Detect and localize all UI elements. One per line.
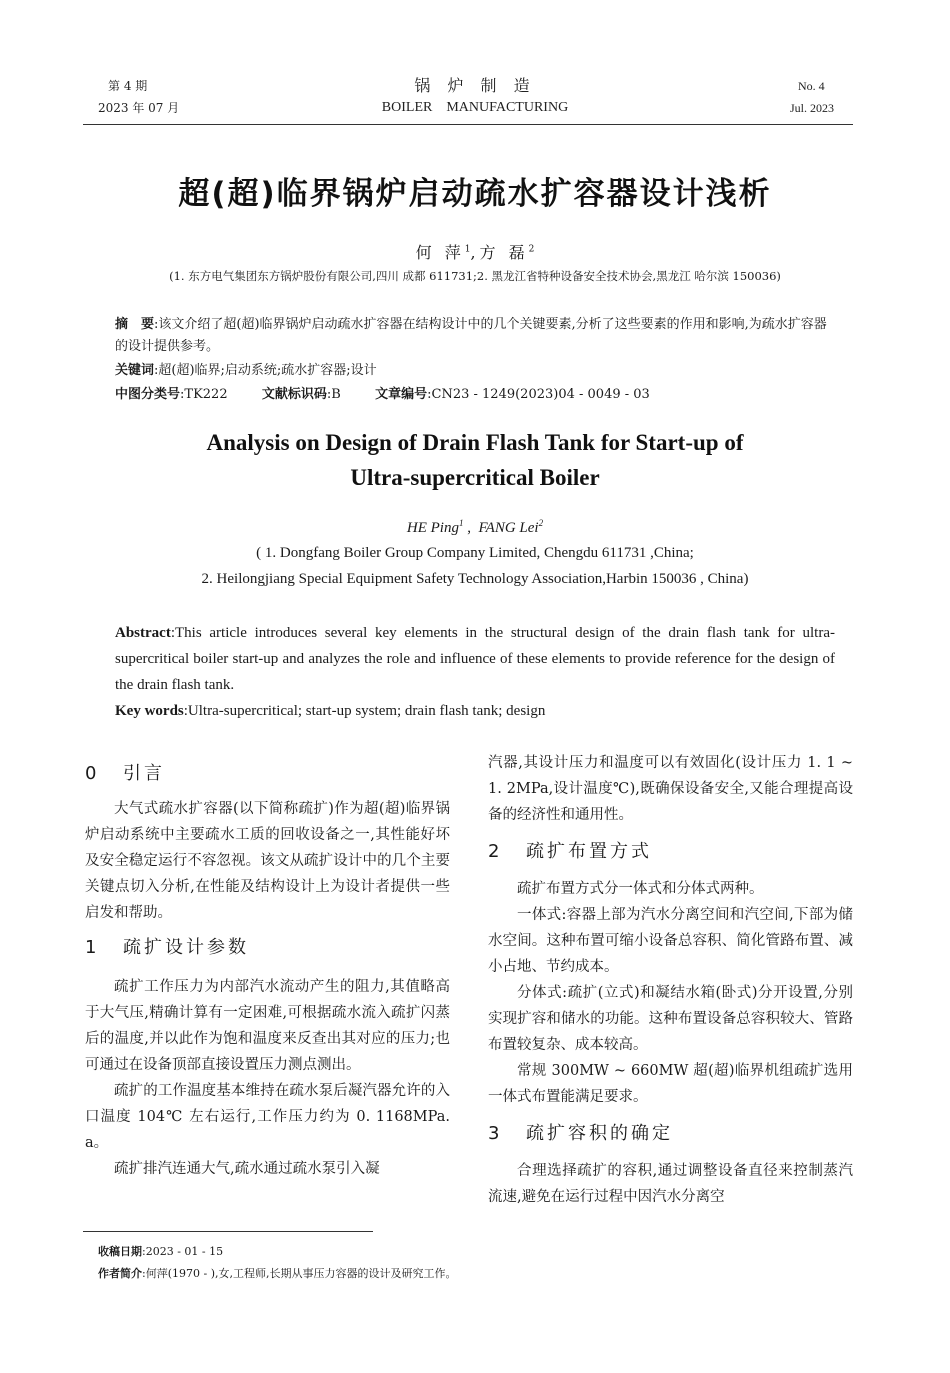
footnote-rule: [83, 1231, 373, 1232]
paper-title-en-line2: Ultra-supercritical Boiler: [350, 465, 600, 490]
author-en-sep: ,: [463, 520, 479, 536]
paragraph: 大气式疏水扩容器(以下简称疏扩)作为超(超)临界锅炉启动系统中主要疏水工质的回收设备之一,其性能好坏及安全稳定运行不容忽视。该文从疏扩设计中的几个主要关键点切入分析,在性能及结构设计上为设计者提供一些启发和帮助。: [85, 801, 450, 921]
journal-title-en: BOILER MANUFACTURING: [381, 100, 569, 115]
authors-cn: [0, 240, 950, 263]
paragraph: 疏扩排汽连通大气,疏水通过疏水泵引入凝: [114, 1161, 380, 1177]
keywords-cn: [115, 360, 835, 382]
author-bio: [98, 1266, 456, 1282]
paper-title-en-line1: Analysis on Design of Drain Flash Tank for Start-up of: [206, 430, 744, 455]
section-0-number: 0: [85, 763, 100, 784]
keywords-cn-text: :超(超)临界;启动系统;疏水扩容器;设计: [154, 363, 377, 378]
paragraph: 合理选择疏扩的容积,通过调整设备直径来控制蒸汽流速,避免在运行过程中因汽水分离空: [488, 1163, 853, 1205]
journal-title-cn: 锅 炉 制 造: [414, 76, 536, 95]
bio-value: :何萍(1970 - ),女,工程师,长期从事压力容器的设计及研究工作。: [142, 1267, 457, 1280]
article-no-value: :CN23 - 1249(2023)04 - 0049 - 03: [427, 387, 650, 402]
author-2-en-sup: 2: [538, 518, 544, 528]
paragraph: 疏扩工作压力为内部汽水流动产生的阻力,其值略高于大气压,精确计算有一定困难,可根据疏水流入疏扩闪蒸后的温度,并以此作为饱和温度来反查出其对应的压力;也可通过在设备顶部直接设置压力测点测出。: [85, 979, 450, 1073]
paragraph: 常规 300MW ~ 660MW 超(超)临界机组疏扩选用一体式布置能满足要求。: [488, 1063, 853, 1105]
keywords-en: [115, 698, 835, 724]
received-label: 收稿日期: [98, 1245, 142, 1258]
received-date: [98, 1244, 223, 1260]
issue-date-en: Jul. 2023: [790, 101, 835, 115]
header-rule: [83, 124, 853, 125]
clc-value: :TK222: [180, 387, 228, 402]
author-2-cn: 方 磊: [479, 243, 529, 262]
bio-label: 作者简介: [98, 1267, 142, 1280]
keywords-cn-label: 关键词: [115, 363, 155, 378]
section-2-number: 2: [488, 841, 503, 862]
section-2-title: 疏扩布置方式: [526, 841, 652, 862]
received-value: :2023 - 01 - 15: [142, 1245, 224, 1258]
affiliation-cn: (1. 东方电气集团东方锅炉股份有限公司,四川 成都 611731;2. 黑龙江省特种设备安全技术协会,黑龙江 哈尔滨 150036): [169, 269, 781, 283]
left-column: [85, 760, 450, 1182]
keywords-en-text: :Ultra-supercritical; start-up system; drain flash tank; design: [183, 703, 546, 719]
right-column: [488, 750, 853, 1210]
doc-code-label: 文献标识码: [261, 387, 327, 402]
section-0-title: 引言: [123, 763, 165, 784]
paragraph: 一体式:容器上部为汽水分离空间和汽空间,下部为储水空间。这种布置可缩小设备总容积、简化管路布置、减小占地、节约成本。: [488, 907, 853, 975]
section-0-heading: [85, 760, 450, 788]
section-3-title: 疏扩容积的确定: [526, 1123, 673, 1144]
paragraph: 汽器,其设计压力和温度可以有效固化(设计压力 1. 1 ~ 1. 2MPa,设计温度℃),既确保设备安全,又能合理提高设备的经济性和通用性。: [488, 755, 853, 823]
article-no-label: 文章编号: [375, 387, 428, 402]
author-2-sup: 2: [528, 244, 535, 255]
doc-code-value: :B: [326, 387, 341, 402]
section-3-number: 3: [488, 1123, 503, 1144]
authors-en: [0, 518, 950, 537]
author-1-sup: 1: [464, 244, 471, 255]
abstract-en: [115, 620, 835, 698]
abstract-en-label: Abstract: [115, 625, 171, 641]
author-1-cn: 何 萍: [415, 243, 465, 262]
affiliation-en-line2: 2. Heilongjiang Special Equipment Safety Technology Association,Harbin 150036 , China): [201, 571, 749, 587]
paragraph: 疏扩布置方式分一体式和分体式两种。: [517, 881, 764, 897]
keywords-en-label: Key words: [115, 703, 184, 719]
author-1-en: HE Ping: [406, 520, 459, 536]
author-2-en: FANG Lei: [478, 520, 539, 536]
issue-number-cn: 第 4 期: [108, 79, 148, 93]
section-1-number: 1: [85, 937, 100, 958]
section-3-heading: [488, 1120, 853, 1148]
abstract-cn-text: :该文介绍了超(超)临界锅炉启动疏水扩容器在结构设计中的几个关键要素,分析了这些要素的作用和影响,为疏水扩容器的设计提供参考。: [115, 317, 827, 354]
issue-number-en: No. 4: [798, 79, 825, 93]
classification-line: [115, 384, 875, 406]
paragraph: 疏扩的工作温度基本维持在疏水泵后凝汽器允许的入口温度 104℃ 左右运行,工作压力约为 0. 1168MPa. a。: [85, 1083, 450, 1151]
section-1-title: 疏扩设计参数: [123, 937, 249, 958]
paragraph: 分体式:疏扩(立式)和凝结水箱(卧式)分开设置,分别实现扩容和储水的功能。这种布置设备总容积较大、管路布置较复杂、成本较高。: [488, 985, 853, 1053]
section-2-heading: [488, 838, 853, 866]
abstract-en-text: :This article introduces several key elements in the structural design of the drain flash tank for ultra-supercritical boiler start-up and analyzes the role and influence of these elements to provide reference for the design of the drain flash tank.: [115, 625, 835, 693]
author-1-en-sup: 1: [458, 518, 464, 528]
clc-label: 中图分类号: [115, 387, 181, 402]
paper-title-cn: 超(超)临界锅炉启动疏水扩容器设计浅析: [178, 176, 772, 212]
affiliation-en-line1: ( 1. Dongfang Boiler Group Company Limited, Chengdu 611731 ,China;: [256, 545, 694, 561]
abstract-cn-label: 摘 要: [115, 317, 155, 332]
section-1-heading: [85, 934, 450, 962]
author-sep: ,: [470, 243, 480, 262]
issue-date-cn: 2023 年 07 月: [98, 101, 180, 115]
abstract-cn: [115, 314, 835, 358]
